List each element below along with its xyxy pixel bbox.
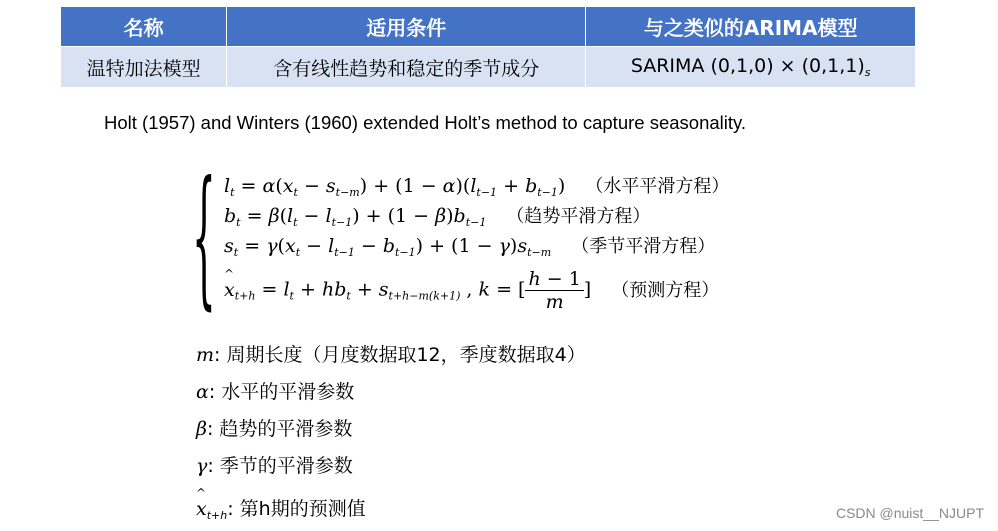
definition-gamma-symbol: γ: [196, 455, 208, 477]
definition-m-text: : 周期长度（月度数据取12，季度数据取4）: [214, 344, 586, 366]
cell-name: 温特加法模型: [61, 47, 227, 88]
cell-arima-text: SARIMA (0,1,0) × (0,1,1): [630, 55, 865, 77]
trend-equation-label: （趋势平滑方程）: [506, 206, 651, 227]
season-equation-label: （季节平滑方程）: [571, 236, 716, 257]
forecast-equation: ^ $x_{t+h} = l_t + hb_t + s_{t+h-m(k+1)}$ , k = [ $\frac{h - 1}{m}$ ] （预测方程）: [224, 268, 719, 313]
definition-alpha-symbol: α: [196, 381, 209, 403]
table-row: [61, 47, 916, 88]
forecast-equation-label: （预测方程）: [611, 279, 720, 301]
definition-alpha: [196, 377, 354, 404]
trend-equation: $b_t = \beta(l_t - l_{t-1}) + (1 - \beta)b_{t-1}$ （趋势平滑方程）: [224, 205, 651, 229]
definition-forecast-text: : 第h期的预测值: [227, 498, 366, 520]
equation-brace: {: [192, 150, 216, 324]
header-name: 名称: [61, 7, 227, 47]
cell-arima-sub: s: [864, 66, 871, 79]
definition-beta-symbol: β: [196, 418, 207, 440]
level-equation: $l_t = \alpha(x_t - s_{t-m}) + (1 - \alpha)(l_{t-1} + b_{t-1})$ （水平平滑方程）: [224, 175, 730, 199]
watermark: CSDN @nuist__NJUPT: [835, 505, 984, 521]
level-equation-label: （水平平滑方程）: [585, 176, 730, 197]
header-arima: 与之类似的ARIMA模型: [586, 7, 916, 47]
intro-text: Holt (1957) and Winters (1960) extended Holt’s method to capture seasonality.: [104, 112, 747, 133]
cell-condition: 含有线性趋势和稳定的季节成分: [227, 47, 586, 88]
definition-beta-text: : 趋势的平滑参数: [206, 418, 353, 440]
definition-m-symbol: m: [196, 344, 215, 366]
header-condition: 适用条件: [227, 7, 586, 47]
table-header-row: [61, 7, 916, 47]
definition-forecast-sub: t+h: [206, 509, 228, 522]
definition-gamma: [196, 451, 353, 478]
definition-beta: [196, 414, 352, 441]
definition-alpha-text: : 水平的平滑参数: [208, 381, 355, 403]
definition-forecast: [196, 494, 366, 522]
definition-m: [196, 340, 586, 367]
model-table: [60, 6, 916, 88]
definition-forecast-symbol: ^ x: [196, 498, 207, 520]
definition-gamma-text: : 季节的平滑参数: [207, 455, 353, 477]
cell-arima: [586, 47, 916, 88]
season-equation: $s_t = \gamma(x_t - l_{t-1} - b_{t-1}) + (1 - \gamma)s_{t-m}$ （季节平滑方程）: [224, 235, 716, 259]
